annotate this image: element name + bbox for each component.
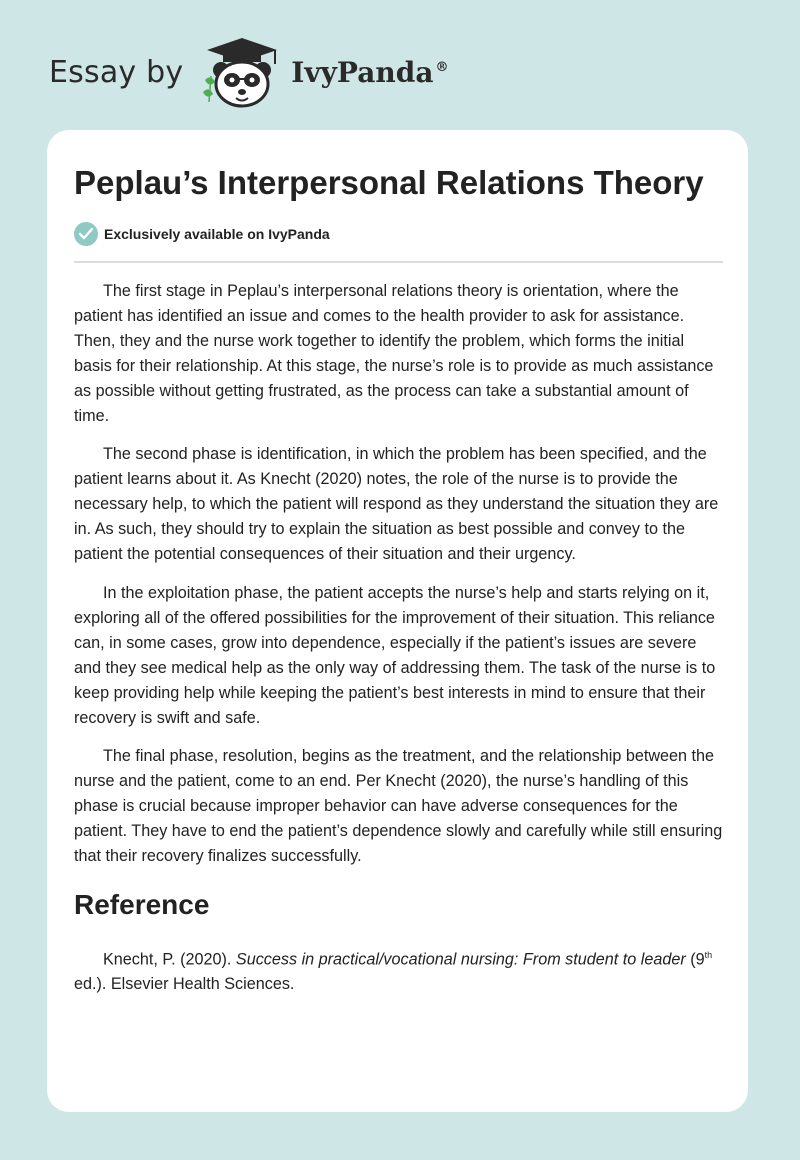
registered-mark: ® [435,60,449,76]
article-body [74,279,723,997]
paragraph-3: In the exploitation phase, the patient accepts the nurse’s help and starts relying on it, exploring all of the offered possibilities for the improvement of their situation. This reliance can, in some cases, grow into dependence, especially if the patient’s issues are severe and they see medical help as the only way of addressing them. The task of the nurse is to keep providing help while keeping the patient’s best interests in mind to ensure that their recovery is swift and safe. [74,583,716,727]
exclusive-badge [74,222,330,246]
brand-prefix: Essay by [49,54,184,90]
brand-header [49,36,448,108]
reference-book-title: Success in practical/vocational nursing: From student to leader [235,950,686,969]
reference-publisher: ed.). Elsevier Health Sciences. [74,975,295,994]
reference-edition-sup: th [704,949,713,960]
article-card [47,130,748,1112]
reference-authors: Knecht, P. (2020). [103,950,236,969]
divider [74,261,723,263]
brand-name: IvyPanda ® [291,55,449,89]
reference-heading: Reference [74,888,210,920]
panda-logo-icon[interactable] [197,36,287,108]
check-icon [74,222,98,246]
page-title: Peplau’s Interpersonal Relations Theory [74,164,704,201]
reference-edition: (9 [685,950,705,969]
paragraph-1: The first stage in Peplau’s interpersonal relations theory is orientation, where the patient has identified an issue and comes to the health provider to ask for assistance. Then, they and the nurse work together to identify the problem, which forms the initial basis for their relationship. At this stage, the nurse’s role is to provide as much assistance as possible without getting frustrated, as the process can take a substantial amount of time. [74,282,714,425]
badge-text: Exclusively available on IvyPanda [104,226,330,242]
paragraph-4: The final phase, resolution, begins as the treatment, and the relationship between the nurse and the patient, come to an end. Per Knecht (2020), the nurse’s handling of this phase is crucial because improper behavior can have adverse consequences for the patient. They have to end the patient’s dependence slowly and carefully while still ensuring that their recovery finalizes successfully. [74,747,723,866]
paragraph-2: The second phase is identification, in which the problem has been specified, and the patient learns about it. As Knecht (2020) notes, the role of the nurse is to provide the necessary help, to which the patient will respond as they understand the situation they are in. As such, they should try to explain the situation as best possible and convey to the patient the potential consequences of their situation and their urgency. [74,445,719,564]
reference-entry [74,943,723,997]
